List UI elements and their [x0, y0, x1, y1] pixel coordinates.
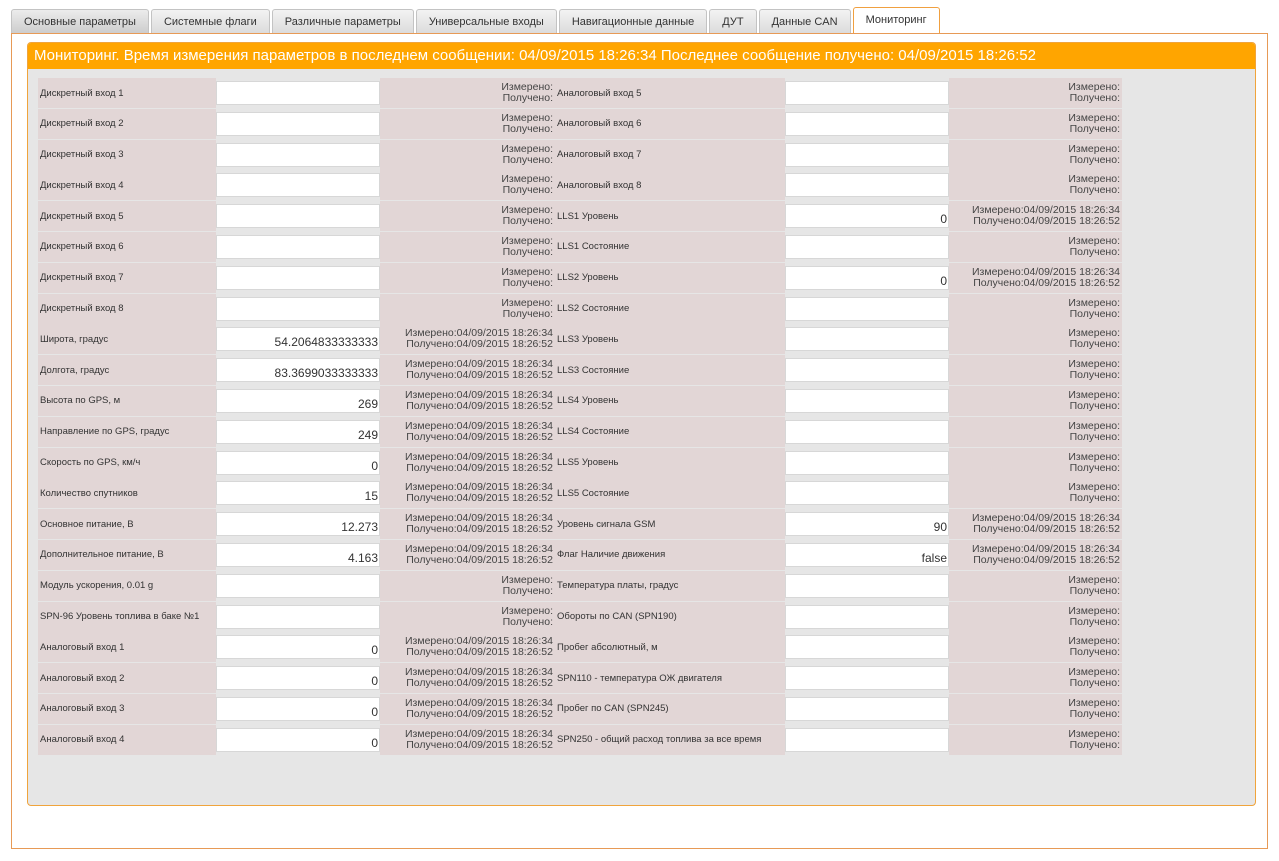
parameter-timestamps	[380, 571, 555, 601]
tab-8[interactable]: Мониторинг	[853, 7, 940, 33]
parameter-value-field[interactable]	[216, 574, 380, 598]
parameter-value-field[interactable]	[216, 266, 380, 290]
parameter-timestamps	[949, 170, 1122, 200]
parameter-label: LLS2 Состояние	[555, 294, 785, 324]
parameter-label: Дискретный вход 4	[38, 170, 216, 200]
parameter-label: Модуль ускорения, 0.01 g	[38, 571, 216, 601]
measured-timestamp: Измерено:	[1068, 111, 1120, 124]
parameter-timestamps	[380, 448, 555, 478]
measured-timestamp: Измерено:04/09/2015 18:26:34	[972, 265, 1120, 278]
parameter-label: Дискретный вход 8	[38, 294, 216, 324]
tab-bar	[11, 8, 942, 33]
parameter-row	[38, 632, 1122, 662]
parameter-label: Аналоговый вход 8	[555, 170, 785, 200]
parameter-label: LLS5 Состояние	[555, 478, 785, 508]
received-timestamp: Получено:	[1069, 92, 1120, 104]
parameter-row	[38, 540, 1122, 570]
parameter-value-field[interactable]	[785, 420, 949, 444]
parameter-label: Дискретный вход 6	[38, 232, 216, 262]
parameter-timestamps	[380, 170, 555, 200]
parameter-label: Аналоговый вход 6	[555, 109, 785, 139]
parameter-timestamps	[949, 386, 1122, 416]
parameter-timestamps	[949, 201, 1122, 231]
measured-timestamp: Измерено:	[1068, 727, 1120, 740]
parameter-label: Пробег по CAN (SPN245)	[555, 694, 785, 724]
measured-timestamp: Измерено:	[1068, 296, 1120, 309]
parameter-value-field[interactable]	[785, 143, 949, 167]
parameter-label: Аналоговый вход 1	[38, 632, 216, 662]
measured-timestamp: Измерено:	[1068, 696, 1120, 709]
measured-timestamp: Измерено:	[1068, 358, 1120, 371]
measured-timestamp: Измерено:04/09/2015 18:26:34	[972, 542, 1120, 555]
received-timestamp: Получено:04/09/2015 18:26:52	[406, 523, 553, 536]
parameter-value-field[interactable]: 0	[216, 728, 380, 752]
measured-timestamp: Измерено:04/09/2015 18:26:34	[405, 542, 553, 555]
parameter-timestamps	[949, 478, 1122, 508]
measured-timestamp: Измерено:04/09/2015 18:26:34	[405, 666, 553, 679]
received-timestamp: Получено:	[1069, 430, 1120, 443]
parameter-value-field[interactable]: 12.273	[216, 512, 380, 536]
received-timestamp: Получено:04/09/2015 18:26:52	[406, 707, 553, 720]
received-timestamp: Получено:04/09/2015 18:26:52	[406, 461, 553, 474]
parameter-timestamps	[380, 324, 555, 354]
measured-timestamp: Измерено:04/09/2015 18:26:34	[972, 204, 1120, 217]
parameter-value-field[interactable]	[785, 81, 949, 105]
parameter-label: Уровень сигнала GSM	[555, 509, 785, 539]
parameter-label: Количество спутников	[38, 478, 216, 508]
parameter-label: Аналоговый вход 2	[38, 663, 216, 693]
measured-timestamp: Измерено:	[1068, 604, 1120, 617]
measured-timestamp: Измерено:	[1068, 573, 1120, 586]
parameter-label: SPN250 - общий расход топлива за все время	[555, 725, 785, 755]
monitoring-header: Мониторинг. Время измерения параметров в последнем сообщении: 04/09/2015 18:26:34 Последнее сообщение получено: 04/09/2015 18:26:52	[28, 43, 1255, 69]
parameter-value-field[interactable]	[216, 235, 380, 259]
tab-1[interactable]: Основные параметры	[11, 9, 149, 33]
received-timestamp: Получено:	[502, 153, 553, 166]
parameter-row	[38, 386, 1122, 416]
measured-timestamp: Измерено:	[501, 265, 553, 278]
measured-timestamp: Измерено:04/09/2015 18:26:34	[405, 419, 553, 432]
parameter-label: LLS4 Состояние	[555, 417, 785, 447]
parameter-value-field[interactable]: 269	[216, 389, 380, 413]
measured-timestamp: Измерено:04/09/2015 18:26:34	[405, 635, 553, 648]
parameter-label: Дополнительное питание, В	[38, 540, 216, 570]
parameter-row	[38, 602, 1122, 632]
parameter-row	[38, 571, 1122, 601]
parameter-timestamps	[380, 201, 555, 231]
parameter-value-field[interactable]: 0	[216, 697, 380, 721]
received-timestamp: Получено:	[502, 276, 553, 289]
parameter-timestamps	[380, 509, 555, 539]
received-timestamp: Получено:04/09/2015 18:26:52	[406, 399, 553, 412]
parameter-timestamps	[380, 417, 555, 447]
parameter-value-field[interactable]	[785, 235, 949, 259]
measured-timestamp: Измерено:04/09/2015 18:26:34	[972, 512, 1120, 525]
parameter-timestamps	[949, 109, 1122, 139]
parameter-timestamps	[949, 694, 1122, 724]
measured-timestamp: Измерено:	[501, 204, 553, 217]
parameter-value-field[interactable]	[785, 112, 949, 136]
measured-timestamp: Измерено:04/09/2015 18:26:34	[405, 696, 553, 709]
received-timestamp: Получено:04/09/2015 18:26:52	[406, 369, 553, 382]
received-timestamp: Получено:	[502, 184, 553, 197]
parameter-timestamps	[380, 232, 555, 262]
received-timestamp: Получено:	[1069, 461, 1120, 474]
parameter-value-field[interactable]: 0	[216, 451, 380, 475]
parameter-timestamps	[949, 294, 1122, 324]
parameter-row	[38, 509, 1122, 539]
parameter-label: SPN110 - температура ОЖ двигателя	[555, 663, 785, 693]
parameter-label: Аналоговый вход 5	[555, 78, 785, 108]
parameter-value-field[interactable]	[785, 635, 949, 659]
tab-content-frame	[11, 33, 1268, 849]
measured-timestamp: Измерено:04/09/2015 18:26:34	[405, 727, 553, 740]
received-timestamp: Получено:	[1069, 122, 1120, 135]
parameter-timestamps	[380, 725, 555, 755]
parameter-timestamps	[380, 478, 555, 508]
measured-timestamp: Измерено:04/09/2015 18:26:34	[405, 388, 553, 401]
parameter-label: Флаг Наличие движения	[555, 540, 785, 570]
parameter-timestamps	[380, 632, 555, 662]
parameter-timestamps	[949, 540, 1122, 570]
parameter-row	[38, 170, 1122, 200]
parameter-label: Направление по GPS, градус	[38, 417, 216, 447]
measured-timestamp: Измерено:04/09/2015 18:26:34	[405, 512, 553, 525]
parameter-row	[38, 294, 1122, 324]
parameter-label: Дискретный вход 3	[38, 140, 216, 170]
tab-2[interactable]: Системные флаги	[151, 9, 270, 33]
received-timestamp: Получено:	[1069, 646, 1120, 659]
parameter-timestamps	[949, 663, 1122, 693]
parameter-timestamps	[949, 602, 1122, 632]
parameter-value-field[interactable]: 0	[785, 266, 949, 290]
received-timestamp: Получено:	[1069, 492, 1120, 505]
parameter-value-field[interactable]	[216, 81, 380, 105]
parameter-value-field[interactable]	[216, 143, 380, 167]
measured-timestamp: Измерено:	[501, 234, 553, 247]
parameter-value-field[interactable]: 0	[216, 635, 380, 659]
parameter-label: Обороты по CAN (SPN190)	[555, 602, 785, 632]
received-timestamp: Получено:	[502, 215, 553, 228]
parameter-timestamps	[949, 78, 1122, 108]
received-timestamp: Получено:04/09/2015 18:26:52	[973, 215, 1120, 228]
received-timestamp: Получено:	[1069, 677, 1120, 690]
parameter-value-field[interactable]	[785, 327, 949, 351]
received-timestamp: Получено:04/09/2015 18:26:52	[406, 677, 553, 690]
tab-3[interactable]: Различные параметры	[272, 9, 414, 33]
received-timestamp: Получено:04/09/2015 18:26:52	[406, 492, 553, 505]
parameter-row	[38, 694, 1122, 724]
measured-timestamp: Измерено:	[501, 296, 553, 309]
tab-6[interactable]: ДУТ	[709, 9, 756, 33]
parameter-timestamps	[949, 725, 1122, 755]
received-timestamp: Получено:	[1069, 615, 1120, 628]
measured-timestamp: Измерено:	[501, 573, 553, 586]
parameter-value-field[interactable]	[785, 358, 949, 382]
received-timestamp: Получено:04/09/2015 18:26:52	[406, 430, 553, 443]
parameter-value-field[interactable]: 249	[216, 420, 380, 444]
received-timestamp: Получено:	[1069, 584, 1120, 597]
parameter-label: LLS3 Состояние	[555, 355, 785, 385]
received-timestamp: Получено:	[1069, 738, 1120, 751]
parameter-label: Дискретный вход 5	[38, 201, 216, 231]
measured-timestamp: Измерено:	[501, 81, 553, 93]
parameter-label: SPN-96 Уровень топлива в баке №1	[38, 602, 216, 632]
parameter-timestamps	[380, 78, 555, 108]
parameter-row	[38, 725, 1122, 755]
parameter-timestamps	[949, 232, 1122, 262]
parameter-timestamps	[380, 663, 555, 693]
parameter-value-field[interactable]	[216, 605, 380, 629]
received-timestamp: Получено:	[1069, 307, 1120, 320]
parameter-value-field[interactable]	[785, 574, 949, 598]
parameter-label: LLS1 Состояние	[555, 232, 785, 262]
parameter-value-field[interactable]	[785, 173, 949, 197]
received-timestamp: Получено:	[502, 584, 553, 597]
parameter-value-field[interactable]	[785, 451, 949, 475]
parameter-timestamps	[380, 355, 555, 385]
received-timestamp: Получено:04/09/2015 18:26:52	[973, 523, 1120, 536]
parameter-timestamps	[949, 355, 1122, 385]
parameter-row	[38, 324, 1122, 354]
received-timestamp: Получено:04/09/2015 18:26:52	[406, 646, 553, 659]
measured-timestamp: Измерено:04/09/2015 18:26:34	[405, 481, 553, 494]
parameter-row	[38, 78, 1122, 108]
parameter-value-field[interactable]: 0	[216, 666, 380, 690]
tab-5[interactable]: Навигационные данные	[559, 9, 707, 33]
parameter-value-field[interactable]	[216, 204, 380, 228]
parameter-timestamps	[949, 571, 1122, 601]
parameter-row	[38, 140, 1122, 170]
received-timestamp: Получено:	[502, 92, 553, 104]
parameter-timestamps	[380, 263, 555, 293]
parameter-value-field[interactable]: 90	[785, 512, 949, 536]
parameter-timestamps	[380, 109, 555, 139]
measured-timestamp: Измерено:	[1068, 388, 1120, 401]
parameter-row	[38, 478, 1122, 508]
parameter-timestamps	[949, 324, 1122, 354]
parameter-label: Температура платы, градус	[555, 571, 785, 601]
parameter-label: Основное питание, В	[38, 509, 216, 539]
parameter-value-field[interactable]: 0	[785, 204, 949, 228]
parameter-timestamps	[380, 602, 555, 632]
measured-timestamp: Измерено:	[1068, 81, 1120, 93]
received-timestamp: Получено:	[1069, 245, 1120, 258]
parameter-label: LLS4 Уровень	[555, 386, 785, 416]
parameter-label: Аналоговый вход 7	[555, 140, 785, 170]
parameter-value-field[interactable]	[785, 297, 949, 321]
parameter-timestamps	[380, 540, 555, 570]
received-timestamp: Получено:	[1069, 399, 1120, 412]
parameter-value-field[interactable]: 4.163	[216, 543, 380, 567]
measured-timestamp: Измерено:	[1068, 327, 1120, 340]
parameter-timestamps	[949, 417, 1122, 447]
parameter-row	[38, 109, 1122, 139]
received-timestamp: Получено:	[1069, 184, 1120, 197]
parameter-label: LLS5 Уровень	[555, 448, 785, 478]
parameter-row	[38, 417, 1122, 447]
received-timestamp: Получено:	[1069, 369, 1120, 382]
parameter-value-field[interactable]	[216, 173, 380, 197]
received-timestamp: Получено:	[502, 245, 553, 258]
measured-timestamp: Измерено:	[1068, 142, 1120, 155]
monitoring-grid	[38, 78, 1122, 756]
measured-timestamp: Измерено:04/09/2015 18:26:34	[405, 358, 553, 371]
tab-7[interactable]: Данные CAN	[759, 9, 851, 33]
measured-timestamp: Измерено:	[501, 142, 553, 155]
parameter-label: Пробег абсолютный, м	[555, 632, 785, 662]
parameter-value-field[interactable]	[785, 697, 949, 721]
parameter-label: Высота по GPS, м	[38, 386, 216, 416]
monitoring-panel	[27, 42, 1256, 806]
measured-timestamp: Измерено:	[1068, 234, 1120, 247]
parameter-label: Широта, градус	[38, 324, 216, 354]
parameter-label: Дискретный вход 7	[38, 263, 216, 293]
parameter-label: Дискретный вход 2	[38, 109, 216, 139]
received-timestamp: Получено:	[502, 307, 553, 320]
received-timestamp: Получено:	[1069, 338, 1120, 351]
measured-timestamp: Измерено:	[1068, 666, 1120, 679]
parameter-label: Долгота, градус	[38, 355, 216, 385]
received-timestamp: Получено:04/09/2015 18:26:52	[406, 738, 553, 751]
parameter-timestamps	[949, 509, 1122, 539]
parameter-row	[38, 263, 1122, 293]
parameter-label: Аналоговый вход 4	[38, 725, 216, 755]
measured-timestamp: Измерено:	[1068, 481, 1120, 494]
parameter-label: LLS1 Уровень	[555, 201, 785, 231]
received-timestamp: Получено:	[1069, 707, 1120, 720]
parameter-timestamps	[949, 263, 1122, 293]
parameter-value-field[interactable]	[785, 605, 949, 629]
parameter-timestamps	[380, 386, 555, 416]
parameter-row	[38, 663, 1122, 693]
measured-timestamp: Измерено:	[501, 111, 553, 124]
measured-timestamp: Измерено:	[1068, 173, 1120, 186]
received-timestamp: Получено:04/09/2015 18:26:52	[973, 276, 1120, 289]
measured-timestamp: Измерено:04/09/2015 18:26:34	[405, 450, 553, 463]
received-timestamp: Получено:	[1069, 153, 1120, 166]
received-timestamp: Получено:04/09/2015 18:26:52	[406, 338, 553, 351]
parameter-value-field[interactable]	[785, 481, 949, 505]
received-timestamp: Получено:04/09/2015 18:26:52	[973, 553, 1120, 566]
parameter-label: Скорость по GPS, км/ч	[38, 448, 216, 478]
received-timestamp: Получено:04/09/2015 18:26:52	[406, 553, 553, 566]
measured-timestamp: Измерено:	[1068, 635, 1120, 648]
parameter-row	[38, 355, 1122, 385]
parameter-value-field[interactable]: 83.3699033333333	[216, 358, 380, 382]
parameter-row	[38, 448, 1122, 478]
parameter-label: LLS2 Уровень	[555, 263, 785, 293]
parameter-label: LLS3 Уровень	[555, 324, 785, 354]
parameter-value-field[interactable]: 54.2064833333333	[216, 327, 380, 351]
parameter-value-field[interactable]: 15	[216, 481, 380, 505]
measured-timestamp: Измерено:	[501, 173, 553, 186]
parameter-label: Дискретный вход 1	[38, 78, 216, 108]
parameter-value-field[interactable]	[216, 112, 380, 136]
parameter-row	[38, 201, 1122, 231]
measured-timestamp: Измерено:04/09/2015 18:26:34	[405, 327, 553, 340]
parameter-value-field[interactable]	[216, 297, 380, 321]
parameter-timestamps	[949, 448, 1122, 478]
measured-timestamp: Измерено:	[1068, 450, 1120, 463]
received-timestamp: Получено:	[502, 122, 553, 135]
parameter-value-field[interactable]	[785, 666, 949, 690]
parameter-value-field[interactable]	[785, 389, 949, 413]
received-timestamp: Получено:	[502, 615, 553, 628]
parameter-label: Аналоговый вход 3	[38, 694, 216, 724]
parameter-timestamps	[949, 140, 1122, 170]
measured-timestamp: Измерено:	[501, 604, 553, 617]
measured-timestamp: Измерено:	[1068, 419, 1120, 432]
parameter-row	[38, 232, 1122, 262]
parameter-timestamps	[380, 694, 555, 724]
tab-4[interactable]: Универсальные входы	[416, 9, 557, 33]
parameter-timestamps	[949, 632, 1122, 662]
parameter-timestamps	[380, 140, 555, 170]
parameter-value-field[interactable]	[785, 728, 949, 752]
parameter-timestamps	[380, 294, 555, 324]
parameter-value-field[interactable]: false	[785, 543, 949, 567]
